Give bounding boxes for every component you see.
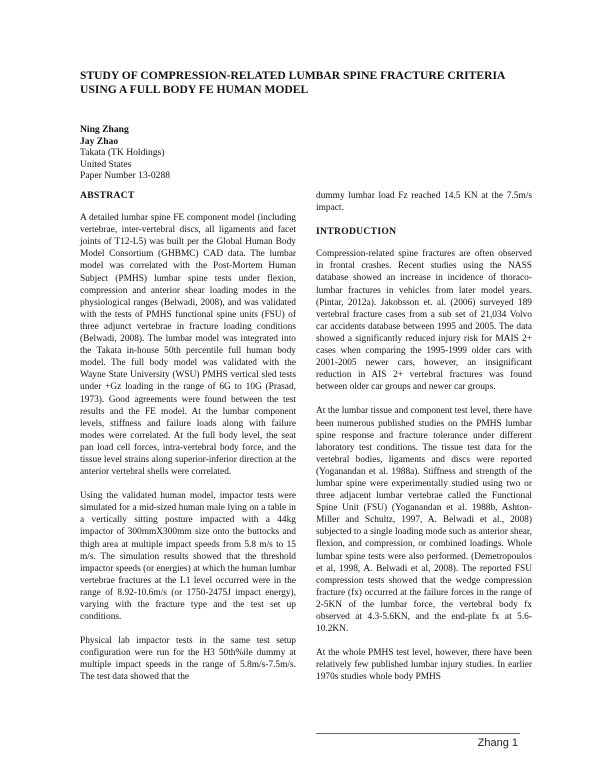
footer-divider <box>316 733 520 734</box>
introduction-heading: INTRODUCTION <box>316 226 397 238</box>
abstract-paragraph: Using the validated human model, impactor tests were simulated for a mid-sized human male lying on a table in a vertically sitting posture impacted with a 44kg impactor of 300mmX300mm size onto the buttocks and thigh area at multiple impact speeds from 5.8 m/s to 15 m/s. The simulation results showed that the threshold impactor speeds (or energies) at which the human lumbar vertebrae fractures at the L1 level occurred were in the range of 8.92-10.6m/s (or 1750-2475J impact energy), varying with the fracture type and the test set up conditions. <box>80 491 296 623</box>
introduction-paragraph: At the lumbar tissue and component test level, there have been numerous published studies on the PMHS lumbar spine response and fracture tolerance under different laboratory test conditions. The tissue test data for the vertebral bodies, ligaments and discs were reported (Yoganandan et al. 1988a). Stiffness and strength of the lumbar spine were experimentally studied using two or three adjacent lumbar vertebrae called the Functional Spine Unit (FSU) (Yoganandan et al. 1988b, Ashton-Miller and Schultz, 1997, A. Belwadi et al., 2008) subjected to a single loading mode such as anterior shear, flexion, and compression, or combined loadings. Whole lumbar spine tests were also performed. (Demetropoulos et al, 1998, A. Belwadi et al, 2008). The reported FSU compression tests showed that the wedge compression fracture (fx) occurred at the failure forces in the range of 2-5KN of the lumbar force, the vertebral body fx observed at 4.3-5.6KN, and the end-plate fx at 5.6-10.2KN. <box>316 406 532 635</box>
author-block <box>80 124 170 182</box>
affiliation: Takata (TK Holdings) <box>80 147 165 158</box>
introduction-paragraph: At the whole PMHS test level, however, there have been relatively few published lumbar injury studies. In earlier 1970s studies whole body PMHS <box>316 648 532 683</box>
abstract-paragraph: A detailed lumbar spine FE component model (including vertebrae, inter-vertebral discs, all ligaments and facet joints of T12-L5) was built per the Global Human Body Model Consortium (GHBMC) CAD data. The lumbar model was correlated with the Post-Mortem Human Subject (PMHS) lumbar spine tests under flexion, compression and anterior shear loading modes in the physiological ranges (Belwadi, 2008), and was validated with the tests of PMHS functional spine units (FSU) of three adjunct vertebrae in fracture loading conditions (Belwadi, 2008). The lumbar model was integrated into the Takata in-house 50th percentile full human body model. The full body model was validated with the Wayne State University (WSU) PMHS vertical sled tests under +Gz loading in the range of 6G to 10G (Prasad, 1973). Good agreements were found between the test results and the FE model. At the lumbar component levels, stiffness and failure loads along with failure modes were correlated. At the full body level, the seat pan load cell forces, intra-vertebral body force, and the tissue level strains along superior-inferior direction at the anterior vertebral shells were correlated. <box>80 213 296 478</box>
paper-number: Paper Number 13-0288 <box>80 170 171 181</box>
left-column <box>80 190 296 696</box>
abstract-heading: ABSTRACT <box>80 190 135 201</box>
abstract-continuation: dummy lumbar load Fz reached 14.5 KN at the 7.5m/s impact. <box>316 191 532 214</box>
country: United States <box>80 158 132 170</box>
introduction-paragraph: Compression-related spine fractures are often observed in frontal crashes. Recent studies using the NASS database showed an increase in incidence of thoraco-lumbar fractures in vehicles from later model years. (Pintar, 2012a). Jakobsson et. al. (2006) surveyed 189 vertebral fracture cases from a sub set of 21,034 Volvo car accidents database between 1995 and 2005. The data showed a significantly reduced injury risk for MAIS 2+ cases when comparing the 1995-1999 older cars with 2001-2005 newer cars, however, an insignificant reduction in AIS 2+ vertebral fractures was found between older car groups and newer car groups. <box>316 249 532 393</box>
right-column <box>316 190 532 695</box>
author-name: Ning Zhang <box>80 124 129 135</box>
paper-title: STUDY OF COMPRESSION-RELATED LUMBAR SPINE FRACTURE CRITERIA USING A FULL BODY FE HUMAN MODEL <box>80 69 505 96</box>
author-name: Jay Zhao <box>80 135 119 147</box>
page-number: Zhang 1 <box>477 737 518 749</box>
abstract-paragraph: Physical lab impactor tests in the same test setup configuration were run for the H3 50th%ile dummy at multiple impact speeds in the range of 5.8m/s-7.5m/s. The test data showed that the <box>80 636 296 683</box>
